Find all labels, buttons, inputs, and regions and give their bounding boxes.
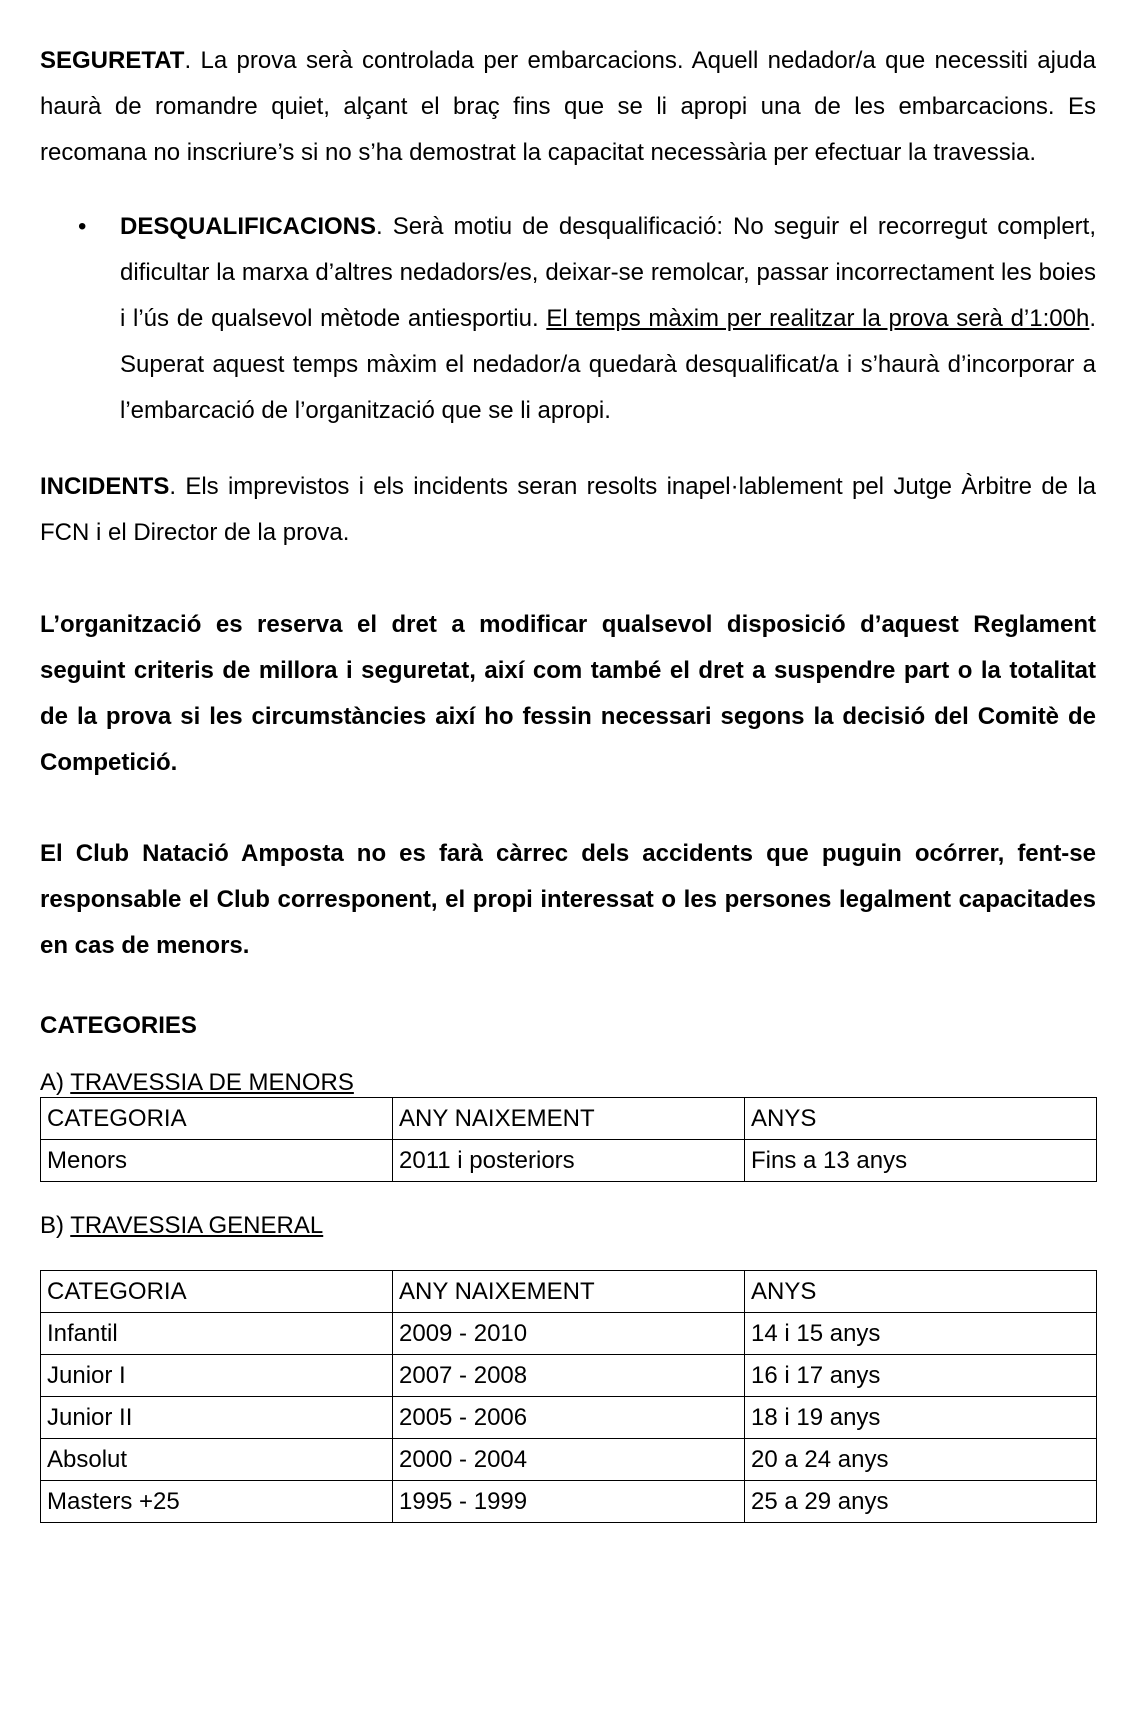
header-cell-categoria: CATEGORIA [41, 1098, 393, 1140]
general-title: TRAVESSIA GENERAL [70, 1212, 324, 1239]
cell-anys: Fins a 13 anys [745, 1140, 1097, 1182]
menors-heading [40, 1069, 1096, 1097]
header-cell-any-naixement: ANY NAIXEMENT [393, 1098, 745, 1140]
cell-categoria: Menors [41, 1140, 393, 1182]
dret-paragraph: L’organització es reserva el dret a modificar qualsevol disposició d’aquest Reglament seguint criteris de millora i seguretat, així com també el dret a suspendre part o la totalitat de la prova si les circumstàncies així ho fessin necessari segons la decisió del Comitè de Competició. [40, 611, 1096, 776]
table-row [41, 1355, 1097, 1397]
seguretat-heading: SEGURETAT [40, 47, 185, 74]
header-cell-anys: ANYS [745, 1271, 1097, 1313]
cell-categoria: Infantil [41, 1313, 393, 1355]
desqualificacions-heading: DESQUALIFICACIONS [120, 213, 377, 240]
cell-anys: 14 i 15 anys [745, 1313, 1097, 1355]
menors-title: TRAVESSIA DE MENORS [70, 1069, 354, 1096]
table-row [41, 1140, 1097, 1182]
cell-any-naixement: 2000 - 2004 [393, 1439, 745, 1481]
incidents-paragraph [40, 464, 1096, 556]
cell-anys: 25 a 29 anys [745, 1481, 1097, 1523]
cell-anys: 18 i 19 anys [745, 1397, 1097, 1439]
cell-anys: 16 i 17 anys [745, 1355, 1097, 1397]
general-table-body [41, 1271, 1097, 1523]
categories-heading: CATEGORIES [40, 1012, 197, 1039]
cell-categoria: Junior II [41, 1397, 393, 1439]
menors-prefix: A) [40, 1069, 71, 1096]
seguretat-text: . La prova serà controlada per embarcacions. Aquell nedador/a que necessiti ajuda haurà de romandre quiet, alçant el braç fins que se li apropi una de les embarcacions. Es recomana no inscriure’s si no s’ha demostrat la capacitat necessària per efectuar la travessia. [40, 47, 1096, 166]
cell-anys: 20 a 24 anys [745, 1439, 1097, 1481]
cell-categoria: Junior I [41, 1355, 393, 1397]
table-row [41, 1481, 1097, 1523]
desqualificacions-underlined: El temps màxim per realitzar la prova serà d’1:00h [546, 305, 1090, 332]
general-prefix: B) [40, 1212, 71, 1239]
incidents-text: . Els imprevistos i els incidents seran resolts inapel·lablement pel Jutge Àrbitre de la FCN i el Director de la prova. [40, 473, 1096, 546]
cell-categoria: Absolut [41, 1439, 393, 1481]
general-table [40, 1270, 1097, 1523]
incidents-heading: INCIDENTS [40, 473, 170, 500]
menors-table [40, 1097, 1097, 1182]
cell-any-naixement: 2005 - 2006 [393, 1397, 745, 1439]
table-header-row [41, 1098, 1097, 1140]
header-cell-any-naixement: ANY NAIXEMENT [393, 1271, 745, 1313]
cell-any-naixement: 1995 - 1999 [393, 1481, 745, 1523]
header-cell-categoria: CATEGORIA [41, 1271, 393, 1313]
table-row [41, 1397, 1097, 1439]
menors-table-body [41, 1098, 1097, 1182]
desqualificacions-text-after: . Superat aquest temps màxim el nedador/a quedarà desqualificat/a i s’haurà d’incorporar a l’embarcació de l’organització que se li apropi. [120, 305, 1096, 424]
desqualificacions-bullet-item [40, 204, 1096, 434]
document-page [40, 38, 1096, 1523]
header-cell-anys: ANYS [745, 1098, 1097, 1140]
desqualificacions-paragraph [120, 204, 1096, 434]
desqualificacions-text-before: . Serà motiu de desqualificació: No seguir el recorregut complert, dificultar la marxa d’altres nedadors/es, deixar-se remolcar, passar incorrectament les boies i l’ús de qualsevol mètode antiesportiu. [120, 213, 1096, 332]
seguretat-paragraph [40, 38, 1096, 176]
general-heading [40, 1212, 1096, 1240]
cell-any-naixement: 2007 - 2008 [393, 1355, 745, 1397]
club-paragraph: El Club Natació Amposta no es farà càrrec dels accidents que puguin ocórrer, fent-se responsable el Club corresponent, el propi interessat o les persones legalment capacitades en cas de menors. [40, 840, 1096, 959]
table-row [41, 1439, 1097, 1481]
cell-any-naixement: 2011 i posteriors [393, 1140, 745, 1182]
cell-any-naixement: 2009 - 2010 [393, 1313, 745, 1355]
table-row [41, 1313, 1097, 1355]
bullet-icon: • [78, 213, 87, 240]
cell-categoria: Masters +25 [41, 1481, 393, 1523]
table-header-row [41, 1271, 1097, 1313]
